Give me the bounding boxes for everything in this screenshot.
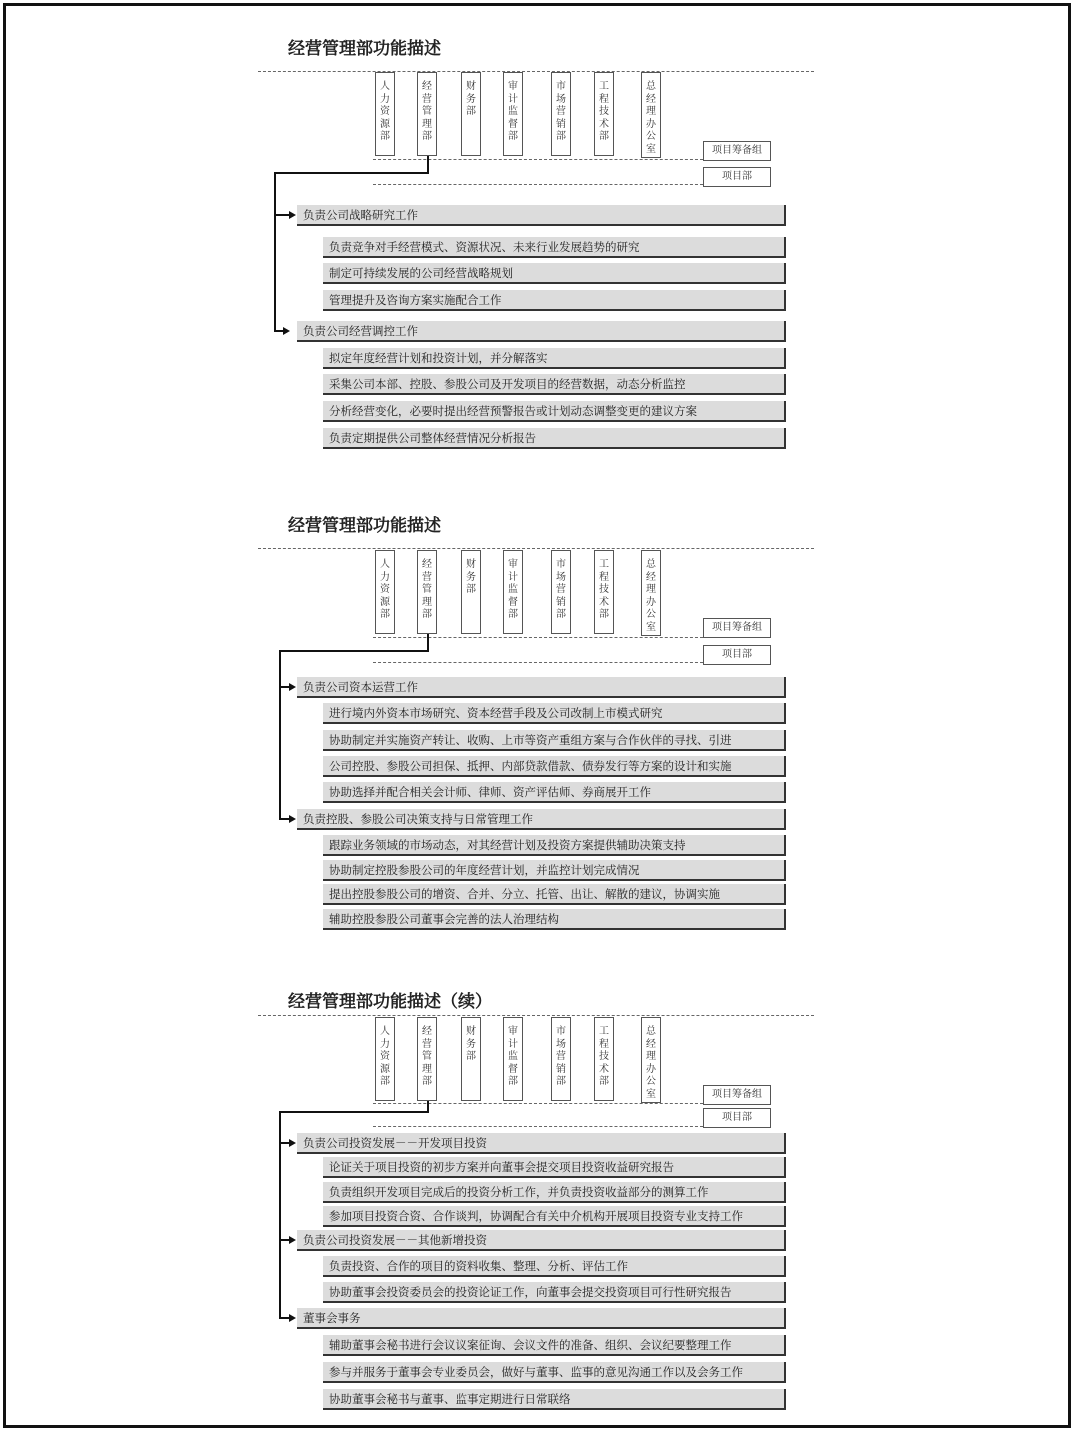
- function-group-heading: 负责公司投资发展－－开发项目投资: [297, 1133, 786, 1154]
- dept-box: 财务部: [461, 72, 481, 156]
- dept-box: 人力资源部: [375, 72, 395, 156]
- project-prep-box: 项目筹备组: [703, 618, 771, 638]
- function-item: 负责竞争对手经营模式、资源状况、未来行业发展趋势的研究: [323, 237, 786, 258]
- project-connector: [373, 1126, 703, 1127]
- header-divider: [258, 1015, 814, 1016]
- function-group-heading: 负责公司经营调控工作: [297, 321, 786, 342]
- function-item: 协助董事会秘书与董事、监事定期进行日常联络: [323, 1389, 786, 1410]
- dept-box: 总经理办公室: [641, 550, 661, 636]
- dept-box: 财务部: [461, 1017, 481, 1101]
- function-item: 辅助控股参股公司董事会完善的法人治理结构: [323, 909, 786, 930]
- project-dept-box: 项目部: [703, 167, 771, 187]
- dept-box: 市场营销部: [551, 72, 571, 156]
- function-item: 管理提升及咨询方案实施配合工作: [323, 290, 786, 311]
- arrow-icon: [289, 1139, 296, 1147]
- project-connector: [373, 1103, 703, 1104]
- function-item: 提出控股参股公司的增资、合并、分立、托管、出让、解散的建议，协调实施: [323, 884, 786, 905]
- project-dept-box: 项目部: [703, 645, 771, 665]
- section-title: 经营管理部功能描述（续）: [288, 992, 492, 1012]
- function-item: 协助制定并实施资产转让、收购、上市等资产重组方案与合作伙伴的寻找、引进: [323, 730, 786, 751]
- connector-line: [279, 1111, 429, 1113]
- section-title: 经营管理部功能描述: [288, 39, 441, 59]
- header-divider: [258, 71, 814, 72]
- dept-box: 财务部: [461, 550, 481, 634]
- dept-box-active: 经营管理部: [417, 72, 437, 156]
- function-item: 负责定期提供公司整体经营情况分析报告: [323, 428, 786, 449]
- project-connector: [373, 184, 703, 185]
- dept-box: 人力资源部: [375, 1017, 395, 1101]
- function-item: 辅助董事会秘书进行会议议案征询、会议文件的准备、组织、会议纪要整理工作: [323, 1335, 786, 1356]
- function-item: 跟踪业务领域的市场动态，对其经营计划及投资方案提供辅助决策支持: [323, 835, 786, 856]
- dept-box: 工程技术部: [594, 72, 614, 156]
- function-item: 负责组织开发项目完成后的投资分析工作，并负责投资收益部分的测算工作: [323, 1182, 786, 1203]
- function-group-heading: 董事会事务: [297, 1308, 786, 1329]
- function-group-heading: 负责公司战略研究工作: [297, 205, 786, 226]
- function-item: 协助制定控股参股公司的年度经营计划，并监控计划完成情况: [323, 860, 786, 881]
- function-item: 协助董事会投资委员会的投资论证工作，向董事会提交投资项目可行性研究报告: [323, 1282, 786, 1303]
- project-connector: [373, 159, 703, 160]
- arrow-icon: [289, 1236, 296, 1244]
- function-item: 负责投资、合作的项目的资料收集、整理、分析、评估工作: [323, 1256, 786, 1277]
- dept-box-active: 经营管理部: [417, 550, 437, 634]
- project-connector: [373, 637, 703, 638]
- project-prep-box: 项目筹备组: [703, 141, 771, 161]
- project-dept-box: 项目部: [703, 1108, 771, 1128]
- function-group-heading: 负责控股、参股公司决策支持与日常管理工作: [297, 809, 786, 830]
- function-item: 论证关于项目投资的初步方案并向董事会提交项目投资收益研究报告: [323, 1157, 786, 1178]
- connector-line: [274, 172, 276, 332]
- connector-line: [279, 650, 281, 820]
- function-item: 协助选择并配合相关会计师、律师、资产评估师、券商展开工作: [323, 782, 786, 803]
- arrow-icon: [289, 1314, 296, 1322]
- header-divider: [258, 548, 814, 549]
- function-item: 参加项目投资合资、合作谈判，协调配合有关中介机构开展项目投资专业支持工作: [323, 1206, 786, 1227]
- arrow-icon: [289, 815, 296, 823]
- function-item: 制定可持续发展的公司经营战略规划: [323, 263, 786, 284]
- function-group-heading: 负责公司投资发展－－其他新增投资: [297, 1230, 786, 1251]
- dept-box: 审计监督部: [503, 550, 523, 634]
- arrow-icon: [283, 327, 290, 335]
- dept-box: 工程技术部: [594, 550, 614, 634]
- dept-box: 审计监督部: [503, 72, 523, 156]
- arrow-icon: [289, 683, 296, 691]
- dept-box-active: 经营管理部: [417, 1017, 437, 1101]
- function-item: 参与并服务于董事会专业委员会，做好与董事、监事的意见沟通工作以及会务工作: [323, 1362, 786, 1383]
- dept-box: 工程技术部: [594, 1017, 614, 1101]
- connector-line: [274, 214, 290, 216]
- dept-box: 市场营销部: [551, 1017, 571, 1101]
- connector-line: [274, 172, 429, 174]
- dept-box: 总经理办公室: [641, 72, 661, 158]
- dept-box: 总经理办公室: [641, 1017, 661, 1103]
- connector-line: [279, 650, 429, 652]
- function-item: 采集公司本部、控股、参股公司及开发项目的经营数据，动态分析监控: [323, 374, 786, 395]
- dept-box: 审计监督部: [503, 1017, 523, 1101]
- project-prep-box: 项目筹备组: [703, 1085, 771, 1105]
- function-item: 分析经营变化，必要时提出经营预警报告或计划动态调整变更的建议方案: [323, 401, 786, 422]
- function-group-heading: 负责公司资本运营工作: [297, 677, 786, 698]
- project-connector: [373, 662, 703, 663]
- function-item: 拟定年度经营计划和投资计划，并分解落实: [323, 348, 786, 369]
- arrow-icon: [289, 211, 296, 219]
- function-item: 公司控股、参股公司担保、抵押、内部贷款借款、债券发行等方案的设计和实施: [323, 756, 786, 777]
- dept-box: 人力资源部: [375, 550, 395, 634]
- dept-box: 市场营销部: [551, 550, 571, 634]
- function-item: 进行境内外资本市场研究、资本经营手段及公司改制上市模式研究: [323, 703, 786, 724]
- section-title: 经营管理部功能描述: [288, 516, 441, 536]
